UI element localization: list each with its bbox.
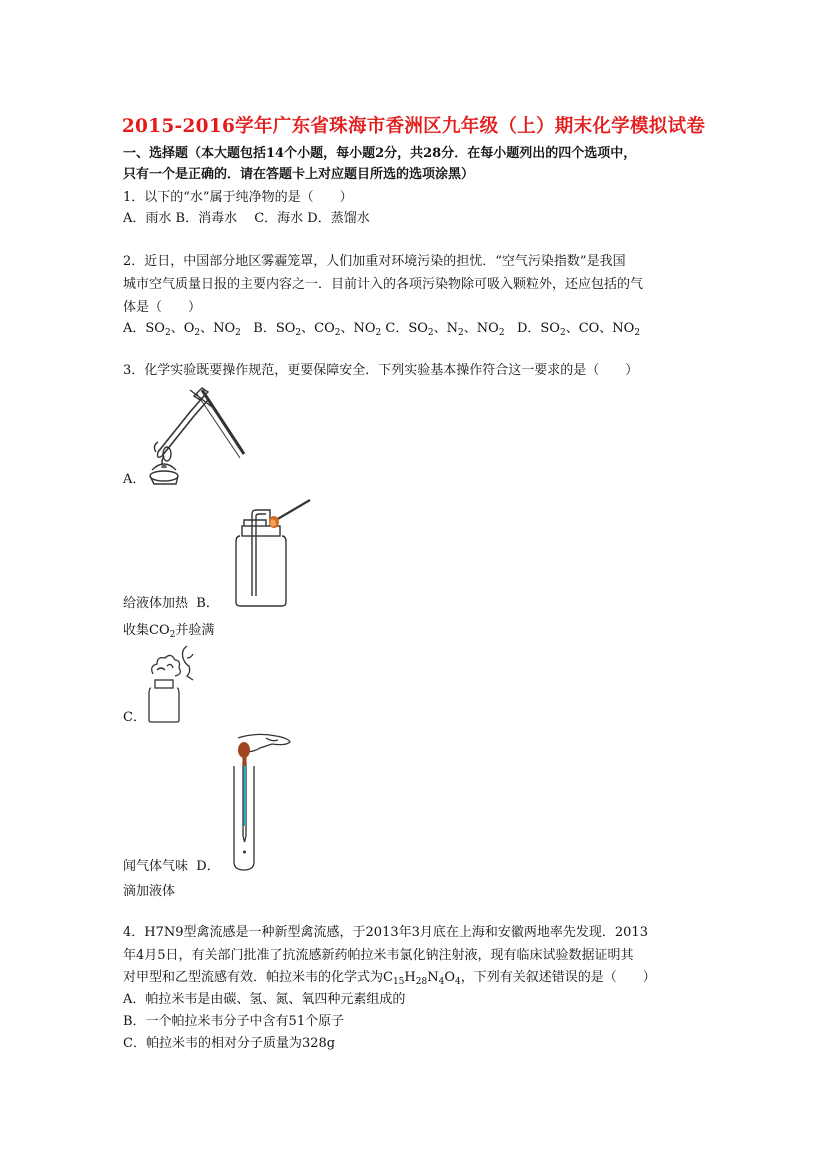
question-4-option-c: C．帕拉米韦的相对分子质量为328g: [123, 1036, 336, 1051]
q2-option-c: C．$SO_2$、$N_2$、$NO_2$: [385, 321, 505, 338]
question-3-stem: 3．化学实验既要操作规范，更要保障安全．下列实验基本操作符合这一要求的是（ ）: [123, 363, 639, 378]
figure-collect-co2: [226, 496, 322, 608]
q3-option-c-label: C．: [123, 710, 146, 725]
q2-option-b: B．$SO_2$、$CO_2$、$NO_2$: [253, 321, 382, 338]
section-instructions-line-1: 一、选择题（本大题包括14个小题，每小题2分，共28分．在每小题列出的四个选项中，: [123, 146, 637, 161]
q2-option-d: D．$SO_2$、CO、$NO_2$: [516, 321, 641, 338]
q3-option-a-label: A．: [123, 472, 146, 487]
figure-dropping-liquid: [226, 732, 296, 872]
question-4-line-1: 4．H7N9型禽流感是一种新型禽流感，于2013年3月底在上海和安徽两地率先发现．2013: [123, 925, 648, 940]
question-1-stem: 1．以下的“水”属于纯净物的是（ ）: [123, 190, 353, 205]
q3-caption-d: 滴加液体: [123, 884, 176, 899]
q2-option-a: A．$SO_2$、$O_2$、$NO_2$: [123, 321, 241, 338]
question-2-options: [123, 320, 640, 338]
question-4-line-3: 对甲型和乙型流感有效．帕拉米韦的化学式为$C_{15}H_{28}N_4O_4$，下列有关叙述错误的是（ ）: [123, 970, 656, 987]
question-1-options: A．雨水 B．消毒水 C．海水 D．蒸馏水: [123, 211, 370, 226]
q3-caption-b: 收集$CO_2$并验满: [123, 623, 215, 640]
q3-caption-c: 闻气体气味 D．: [123, 859, 220, 874]
q3-caption-a: 给液体加热 B．: [123, 596, 219, 611]
question-2-line-1: 2．近日，中国部分地区雾霾笼罩，人们加重对环境污染的担忧．“空气污染指数”是我国: [123, 254, 626, 269]
question-4-option-a: A．帕拉米韦是由碳、氢、氮、氧四种元素组成的: [123, 992, 406, 1007]
question-4-option-b: B．一个帕拉米韦分子中含有51个原子: [123, 1014, 345, 1029]
page-title: 2015-2016学年广东省珠海市香洲区九年级（上）期末化学模拟试卷: [121, 116, 706, 137]
question-2-line-3: 体是（ ）: [123, 300, 202, 315]
figure-smell-gas: [143, 644, 201, 724]
question-4-line-2: 年4月5日，有关部门批准了抗流感新药帕拉米韦氯化钠注射液，现有临床试验数据证明其: [123, 948, 634, 963]
figure-heating-liquid: [142, 382, 252, 488]
section-instructions-line-2: 只有一个是正确的．请在答题卡上对应题目所选的选项涂黑）: [123, 167, 475, 182]
question-2-line-2: 城市空气质量日报的主要内容之一．目前计入的各项污染物除可吸入颗粒外，还应包括的气: [123, 277, 644, 292]
